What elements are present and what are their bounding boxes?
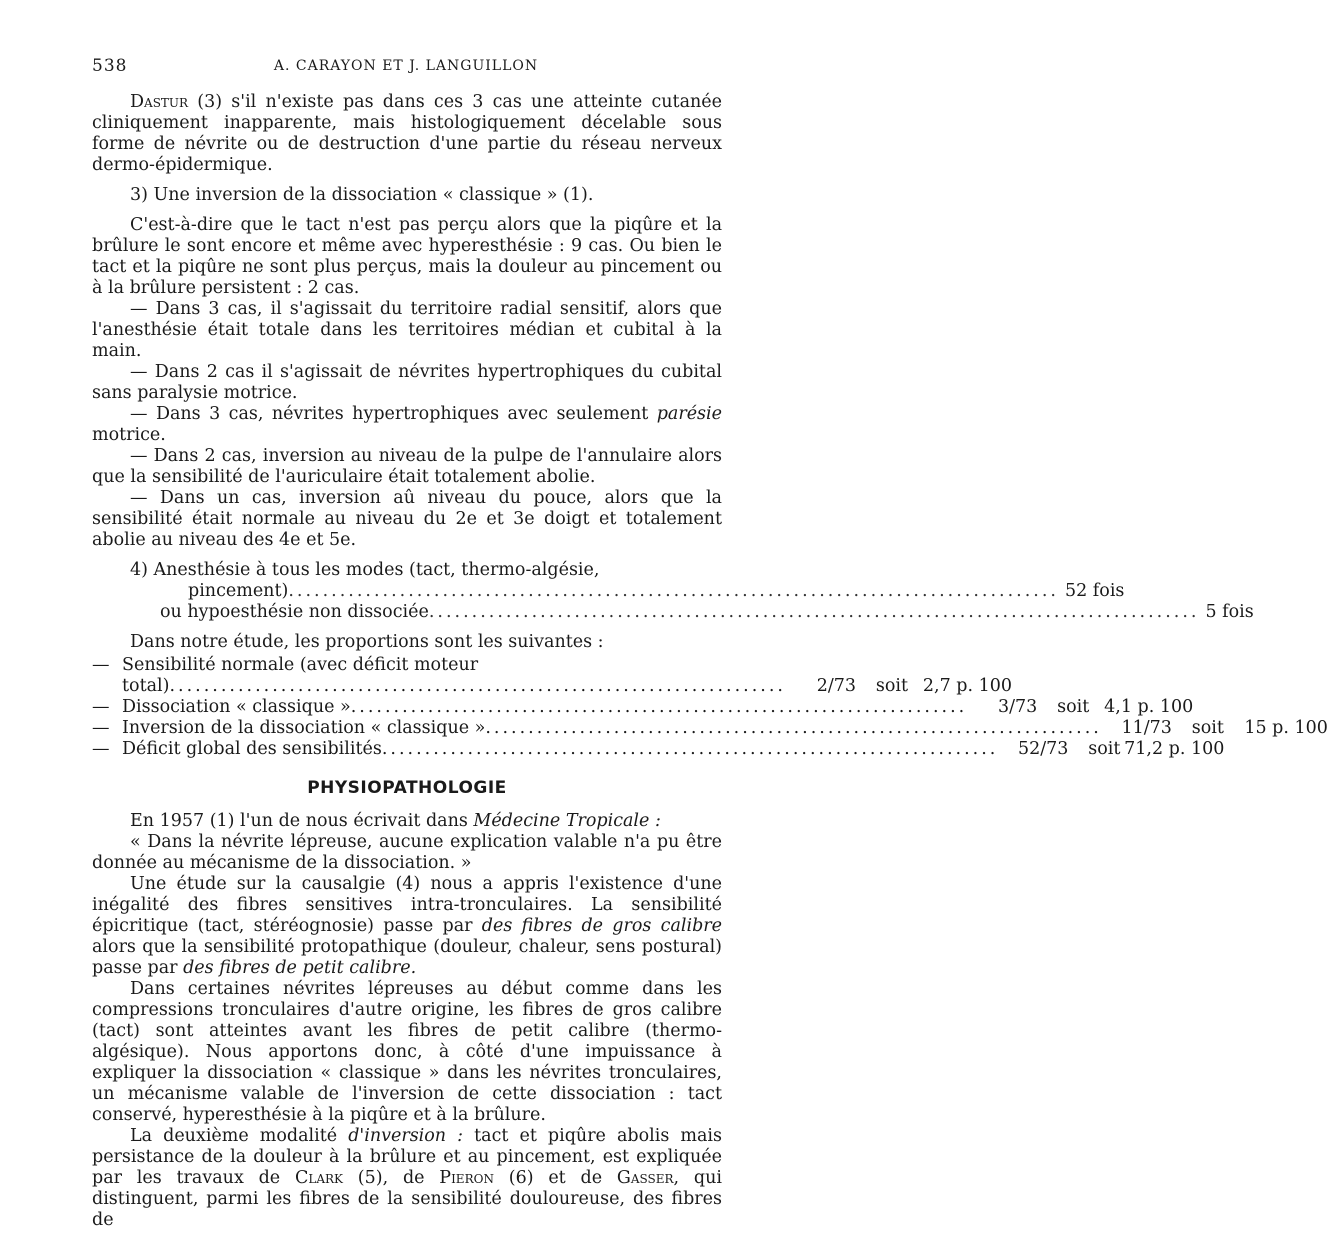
running-header bbox=[92, 56, 720, 80]
proportions-intro: Dans notre étude, les proportions sont les suivantes : bbox=[130, 632, 604, 652]
text-segment: (5), de bbox=[343, 1168, 440, 1188]
text-segment: — Dans 3 cas, névrites hypertrophiques avec seulement bbox=[130, 404, 657, 424]
author-name: Gasser bbox=[616, 1168, 674, 1188]
proportion-pct: 15 p. 100 bbox=[1244, 718, 1328, 738]
paragraph-dastur bbox=[92, 92, 722, 176]
proportion-frac: 52/73 bbox=[1017, 739, 1069, 759]
text-segment: tact et piqûre abolis mais persistance de la douleur à la brûlure et au pincement, est expliquée par les travaux de bbox=[92, 1126, 722, 1188]
text-segment: La deuxième modalité bbox=[130, 1126, 349, 1146]
row-value: 52 fois bbox=[1064, 581, 1125, 601]
author-name: Clark bbox=[294, 1168, 343, 1188]
proportion-soit: soit bbox=[875, 676, 908, 696]
text-segment: , qui distinguent, parmi les fibres de la sensibilité douloureuse, des fibres de bbox=[92, 1168, 722, 1230]
paragraph-text: (3) s'il n'existe pas dans ces 3 cas une atteinte cutanée cliniquement inapparente, mais histologiquement décelable sous forme de névrite ou de destruction d'une partie du réseau nerveux dermo-épidermique. bbox=[92, 92, 722, 175]
proportion-pct: 4,1 p. 100 bbox=[1104, 697, 1194, 717]
proportion-label: Inversion de la dissociation « classique » bbox=[122, 718, 486, 738]
proportion-row: total) ........................................................................ 2/73 soit 2,7 p. 100 bbox=[122, 676, 1012, 696]
anesthesia-row-hypoesthesia: ou hypoesthésie non dissociée .......................................................................................... 5 fois bbox=[160, 602, 1254, 622]
row-dash: — bbox=[92, 718, 110, 738]
text-segment: alors que la sensibilité protopathique (douleur, chaleur, sens postural) passe par bbox=[92, 937, 722, 978]
paragraph-hypertrophic bbox=[92, 404, 722, 446]
paragraph-annulaire: — Dans 2 cas, inversion au niveau de la pulpe de l'annulaire alors que la sensibilité de l'auriculaire était totalement abolie. bbox=[92, 446, 722, 487]
proportion-label: Sensibilité normale (avec déficit moteur bbox=[122, 655, 479, 675]
proportion-row: — Déficit global des sensibilités ........................................................................ 52/73 soit 71,2 p. 100 bbox=[92, 739, 1225, 759]
proportion-pct: 71,2 p. 100 bbox=[1124, 739, 1225, 759]
row-label: ou hypoesthésie non dissociée bbox=[160, 602, 429, 622]
section-title: PHYSIOPATHOLOGIE bbox=[307, 778, 507, 798]
proportion-frac: 2/73 bbox=[816, 676, 856, 696]
paragraph-causalgie bbox=[92, 874, 722, 979]
paragraph-1957 bbox=[92, 811, 722, 832]
text-segment: Une étude sur la causalgie (4) nous a appris l'existence d'une inégalité des fibres sensitives intra-tronculaires. La sensibilité épicritique (tact, stéréognosie) passe par bbox=[92, 874, 722, 936]
proportion-label: total) bbox=[122, 676, 170, 696]
author-name: Pieron bbox=[439, 1168, 494, 1188]
journal-title: Médecine Tropicale : bbox=[473, 811, 661, 831]
anesthesia-row-pincement: pincement) .......................................................................................... 52 fois bbox=[188, 581, 1125, 601]
paragraph-pouce: — Dans un cas, inversion aû niveau du pouce, alors que la sensibilité était normale au niveau du 2e et 3e doigt et totalement abolie au niveau des 4e et 5e. bbox=[92, 488, 722, 550]
italic-term: d'inversion : bbox=[348, 1126, 464, 1146]
paragraph-quote: « Dans la névrite lépreuse, aucune explication valable n'a pu être donnée au mécanisme de la dissociation. » bbox=[92, 832, 722, 873]
proportions-table bbox=[92, 655, 1328, 760]
italic-term: parésie bbox=[656, 404, 722, 424]
italic-term: des fibres de petit calibre. bbox=[183, 958, 417, 978]
italic-term: des fibres de gros calibre bbox=[481, 916, 723, 936]
proportion-frac: 3/73 bbox=[997, 697, 1038, 717]
running-head-authors: A. CARAYON ET J. LANGUILLON bbox=[273, 58, 539, 74]
paragraph-inversion-definition: C'est-à-dire que le tact n'est pas perçu alors que la piqûre et la brûlure le sont encore et même avec hyperesthésie : 9 cas. Ou bien le tact et la piqûre ne sont plus perçus, mais la douleur au pincement ou à la brûlure persistent : 2 cas. bbox=[92, 215, 722, 298]
proportion-label: Dissociation « classique » bbox=[122, 697, 351, 717]
text-segment: En 1957 (1) l'un de nous écrivait dans bbox=[130, 811, 474, 831]
row-label: pincement) bbox=[188, 581, 289, 601]
paragraph-deuxieme-modalite bbox=[92, 1126, 722, 1231]
proportion-soit: soit bbox=[1057, 697, 1090, 717]
proportion-soit: soit bbox=[1191, 718, 1224, 738]
page-number: 538 bbox=[92, 56, 128, 76]
paragraph-cubital: — Dans 2 cas il s'agissait de névrites hypertrophiques du cubital sans paralysie motrice. bbox=[92, 362, 722, 403]
text-segment: (6) et de bbox=[493, 1168, 617, 1188]
paragraph-certaines-nevrites: Dans certaines névrites lépreuses au début comme dans les compressions tronculaires d'autre origine, les fibres de gros calibre (tact) sont atteintes avant les fibres de petit calibre (thermo-algésique). Nous apportons donc, à côté d'une impuissance à expliquer la dissociation « classique » dans les névrites tronculaires, un mécanisme valable de l'inversion de cette dissociation : tact conservé, hyperesthésie à la piqûre et à la brûlure. bbox=[92, 979, 722, 1125]
body-text bbox=[92, 92, 1328, 1231]
heading-inversion: 3) Une inversion de la dissociation « classique » (1). bbox=[130, 185, 594, 205]
proportion-row: — Inversion de la dissociation « classique » ........................................................................ 11/73 soit 15 p. 100 bbox=[92, 718, 1328, 738]
proportion-label: Déficit global des sensibilités bbox=[122, 739, 382, 759]
row-dash: — bbox=[92, 655, 110, 675]
proportion-pct: 2,7 p. 100 bbox=[922, 676, 1012, 696]
heading-anesthesia: 4) Anesthésie à tous les modes (tact, thermo-algésie, bbox=[130, 560, 600, 580]
proportion-frac: 11/73 bbox=[1121, 718, 1172, 738]
paragraph-radial: — Dans 3 cas, il s'agissait du territoire radial sensitif, alors que l'anesthésie était totale dans les territoires médian et cubital à la main. bbox=[92, 299, 722, 361]
row-dash: — bbox=[92, 739, 110, 759]
proportion-soit: soit bbox=[1088, 739, 1121, 759]
row-value: 5 fois bbox=[1205, 602, 1254, 622]
author-name: Dastur bbox=[130, 92, 189, 112]
proportion-row: — Dissociation « classique » ........................................................................ 3/73 soit 4,1 p. 100 bbox=[92, 697, 1194, 717]
proportion-row bbox=[92, 655, 722, 676]
text-segment: motrice. bbox=[92, 425, 166, 445]
row-dash: — bbox=[92, 697, 110, 717]
